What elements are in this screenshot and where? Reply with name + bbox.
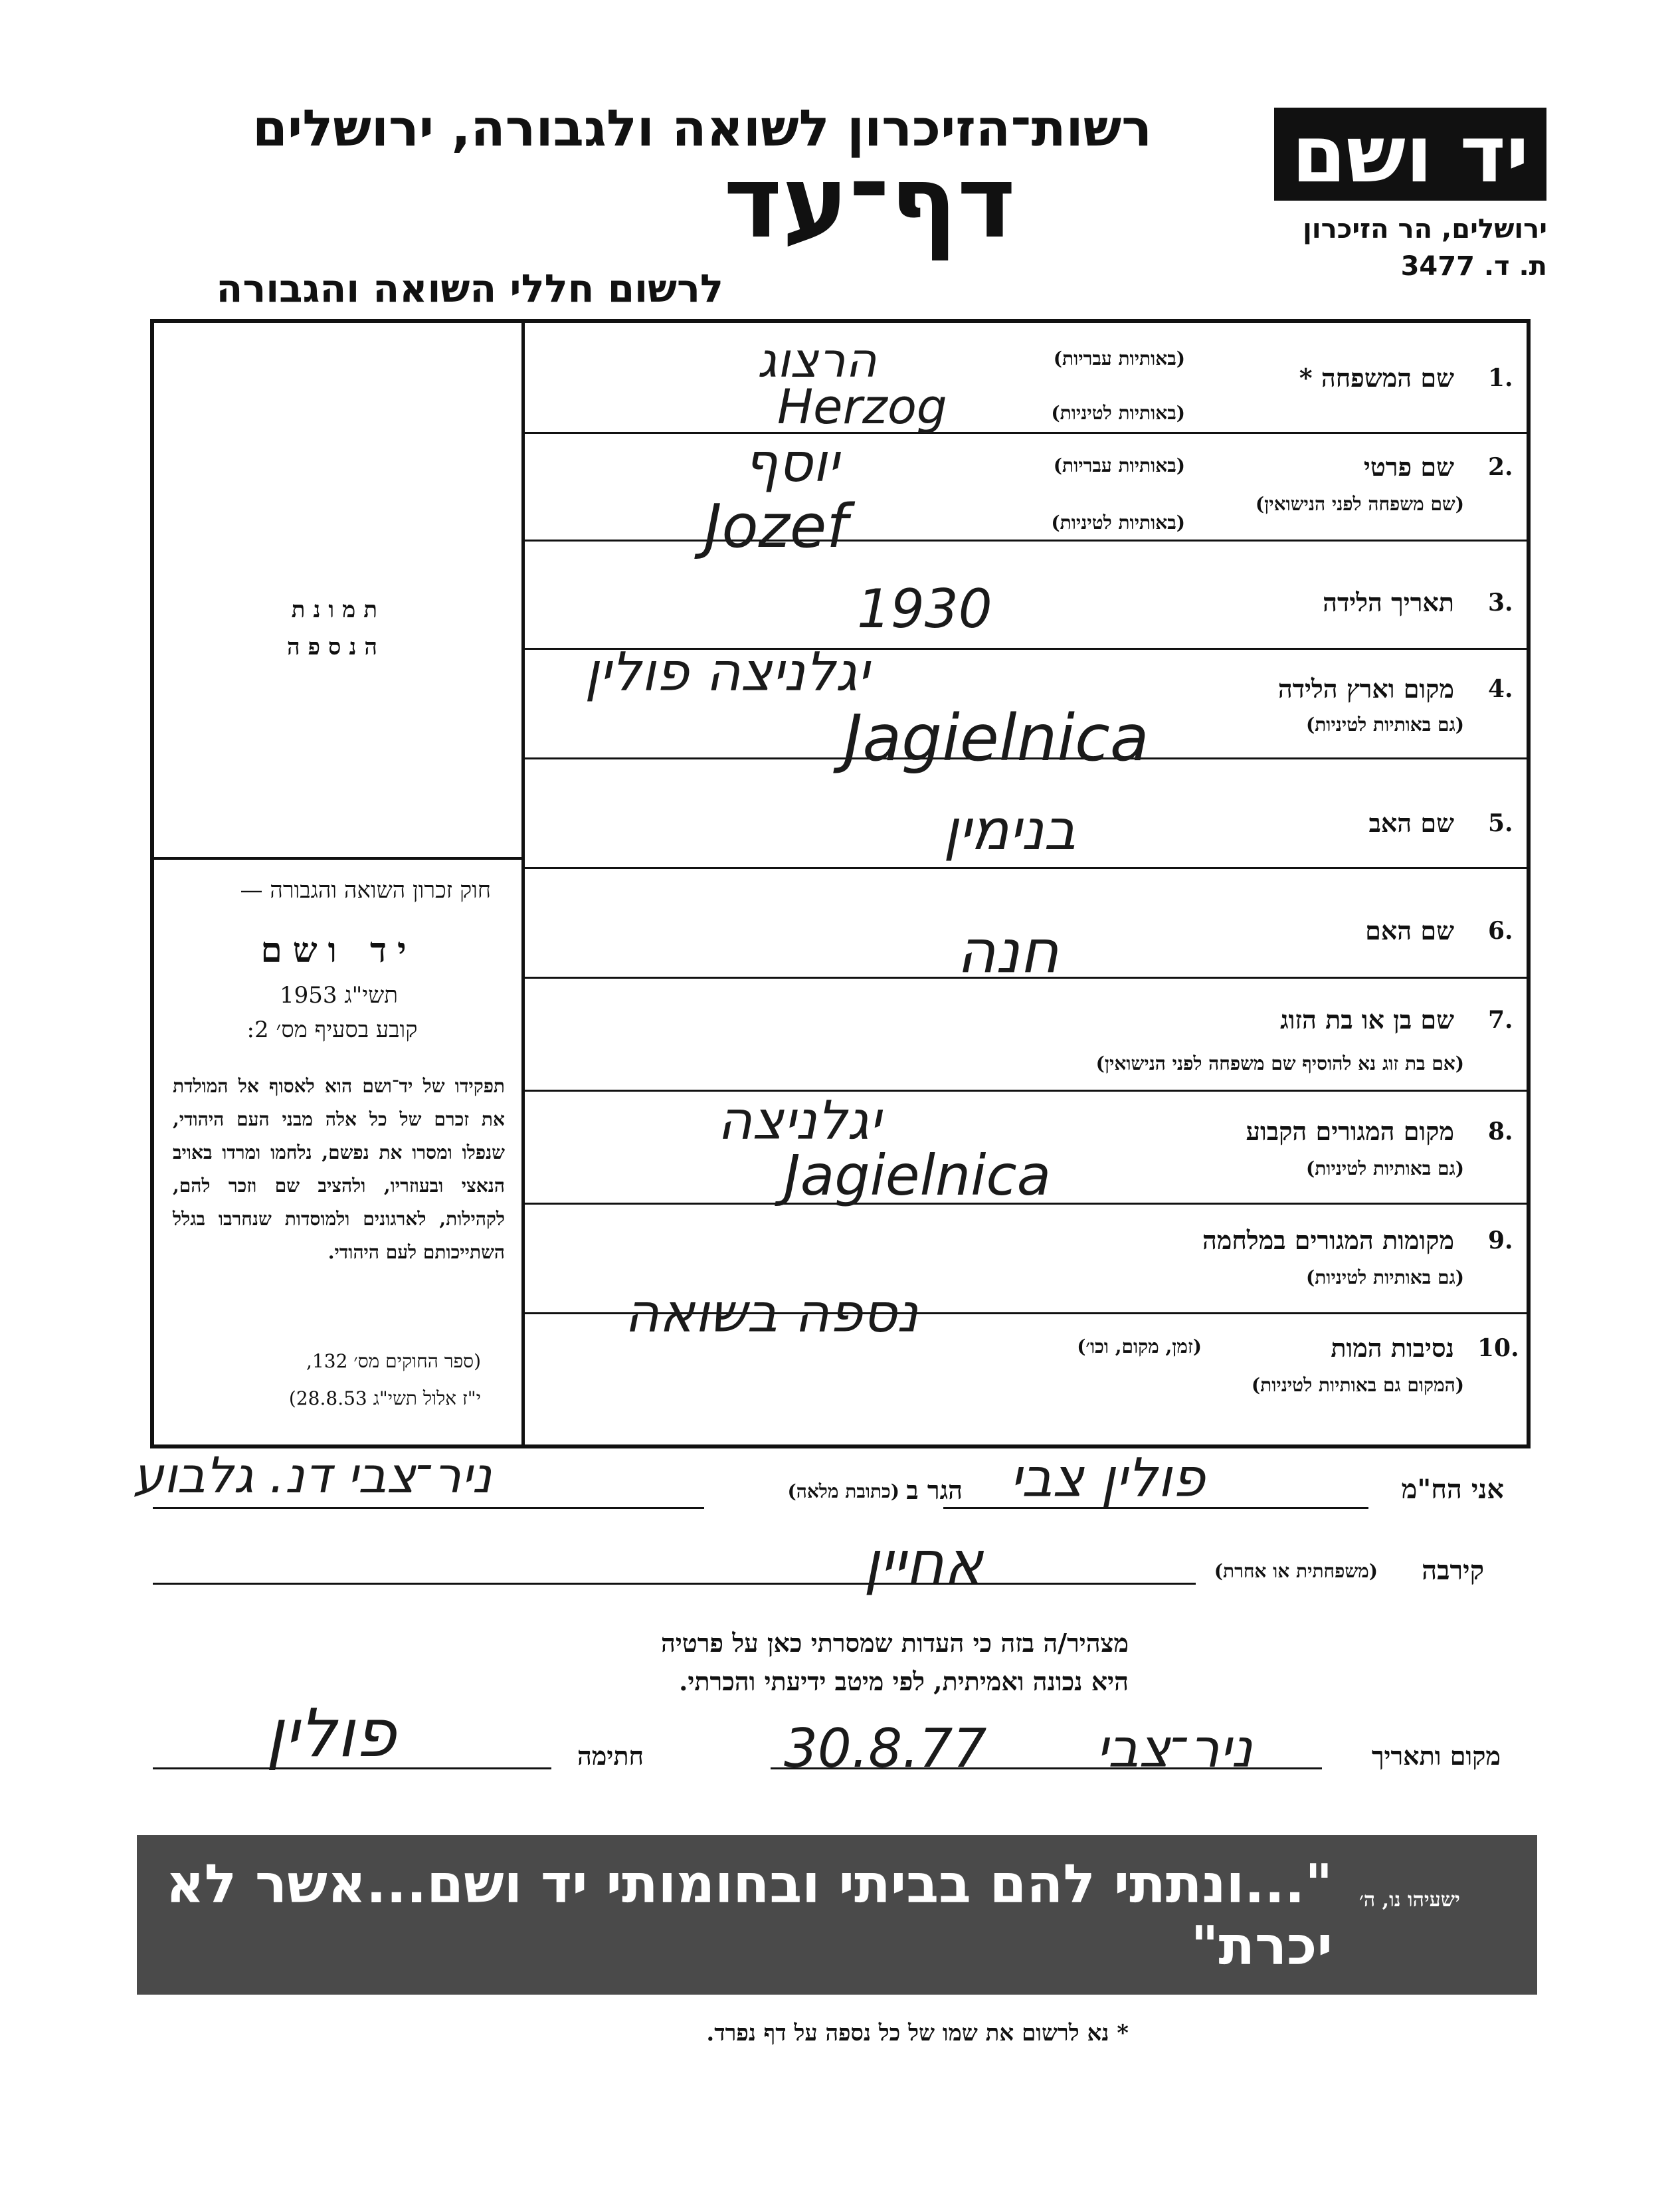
address-value: ניר־צבי דנ. גלבוע xyxy=(133,1447,492,1504)
column-divider xyxy=(521,319,525,1448)
spouse-name-label: שם בן או בת הזוג xyxy=(1280,1005,1454,1035)
birth-place-hebrew-value: יגלניצה פולין xyxy=(585,641,870,703)
field-number: 8. xyxy=(1488,1118,1513,1145)
law-reference: (ספר החוקים מס׳ 132, xyxy=(306,1350,481,1372)
permanent-residence-label: מקום המגורים הקבוע xyxy=(1246,1116,1454,1146)
birth-place-label: מקום וארץ הלידה xyxy=(1277,674,1454,704)
hebrew-letters-hint: (באותיות עבריות) xyxy=(1053,348,1185,369)
mother-name-value: חנה xyxy=(957,917,1059,987)
residence-hebrew-value: יגלניצה xyxy=(717,1090,881,1151)
row-rule xyxy=(521,1090,1531,1092)
law-date: י"ז אלול תשי"ג 28.8.53) xyxy=(288,1387,481,1409)
statement-line-2: היא נכונה ואמיתית, לפי מיטב ידיעתי והכרתי. xyxy=(679,1666,1129,1696)
family-name-label: שם המשפחה * xyxy=(1299,363,1454,393)
row-rule xyxy=(521,540,1531,542)
mother-name-label: שם האם xyxy=(1365,916,1454,945)
banner-source: ישעיהו נו, ה׳ xyxy=(1359,1888,1460,1912)
field-number: 5. xyxy=(1488,809,1513,837)
field-number: 4. xyxy=(1488,675,1513,703)
address-note: (כתובת מלאה) xyxy=(787,1480,899,1502)
law-name: יד ושם xyxy=(260,930,417,971)
declarant-label: אני הח"מ xyxy=(1401,1474,1504,1505)
field-number: 3. xyxy=(1488,589,1513,617)
field-number: 10. xyxy=(1477,1334,1519,1362)
latin-letters-hint: (גם באותיות לטיניות) xyxy=(1305,714,1464,736)
hebrew-letters-hint: (באותיות עבריות) xyxy=(1053,454,1185,476)
place-value: ניר־צבי xyxy=(1096,1718,1253,1779)
first-name-latin-value: Jozef xyxy=(704,492,848,561)
row-rule xyxy=(521,867,1531,869)
relation-value: אחיין xyxy=(864,1528,983,1597)
relation-line xyxy=(153,1583,1196,1585)
family-name-latin-value: Herzog xyxy=(777,379,947,435)
relation-label: קירבה xyxy=(1422,1555,1484,1586)
law-title: חוק זכרון השואה והגבורה — xyxy=(240,877,491,904)
father-name-label: שם האב xyxy=(1368,808,1454,838)
row-rule xyxy=(521,432,1531,434)
residence-latin-value: Jagielnica xyxy=(784,1143,1052,1208)
address-line xyxy=(153,1507,704,1509)
relation-note: (משפחתית או אחרת) xyxy=(1214,1560,1378,1582)
law-section: קובע בסעיף מס׳ 2: xyxy=(246,1017,418,1043)
death-note: (זמן, מקום, וכו׳) xyxy=(1077,1336,1202,1357)
wartime-residence-label: מקומות המגורים במלחמה xyxy=(1202,1225,1454,1255)
resident-label: הגר ב xyxy=(906,1475,963,1505)
left-column-divider xyxy=(150,857,521,860)
form-subtitle: לרשום חללי השואה והגבורה xyxy=(216,266,723,311)
institution-name: רשות־הזיכרון לשואה ולגבורה, ירושלים xyxy=(252,98,1152,157)
birth-date-value: 1930 xyxy=(857,578,992,640)
signature-value: פולין xyxy=(266,1694,397,1772)
footnote: * נא לרשום את שמו של כל נספה על דף נפרד. xyxy=(706,2020,1129,2046)
latin-letters-hint: (באותיות לטיניות) xyxy=(1051,402,1185,424)
form-title: דף־עד xyxy=(723,145,1016,260)
quote-banner xyxy=(137,1835,1537,1995)
law-body: תפקידו של יד־ושם הוא לאסוף אל המולדת את זכרם של כל אלה מבני העם היהודי, שנפלו ומסרו את נפשם, נלחמו ומרדו באויב הנאצי ובעוזריו, ולהציב שם וזכר להם, לקהילות, לארגונים ולמוסדות שנחרבו בגלל השתייכותם לעם היהודי. xyxy=(173,1075,505,1263)
field-number: 1. xyxy=(1488,364,1513,392)
signature-label: חתימה xyxy=(577,1741,644,1771)
birth-place-latin-value: Jagielnica xyxy=(844,701,1149,775)
law-year: תשי"ג 1953 xyxy=(280,982,398,1009)
latin-letters-hint: (גם באותיות לטיניות) xyxy=(1305,1157,1464,1179)
birth-date-label: תאריך הלידה xyxy=(1323,587,1454,617)
first-name-hebrew-value: יוסף xyxy=(744,432,839,494)
place-date-label: מקום ותאריך xyxy=(1371,1741,1501,1771)
po-box: ת. ד. 3477 xyxy=(1400,251,1547,282)
field-number: 7. xyxy=(1488,1006,1513,1034)
field-number: 2. xyxy=(1488,453,1513,481)
death-circumstances-value: נספה בשואה xyxy=(624,1282,919,1344)
first-name-note: (שם משפחה לפני הנישואין) xyxy=(1255,493,1464,515)
banner-quote: "...ונתתי להם בביתי ובחומותי יד ושם...אשר לא יכרת" xyxy=(165,1853,1333,1977)
spouse-note: (אם בת זוג נא להוסיף שם משפחה לפני הנישואין) xyxy=(1095,1052,1464,1074)
statement-line-1: מצהיר/ה בזה כי העדות שמסרתי כאן על פרטיה xyxy=(660,1628,1129,1658)
latin-letters-hint: (גם באותיות לטיניות) xyxy=(1305,1266,1464,1288)
field-number: 9. xyxy=(1488,1227,1513,1254)
address: ירושלים, הר הזיכרון xyxy=(1303,214,1547,245)
latin-letters-hint: (באותיות לטיניות) xyxy=(1051,512,1185,534)
father-name-value: בנימין xyxy=(943,797,1076,862)
yad-vashem-logo: יד ושם xyxy=(1274,108,1546,201)
death-circumstances-label: נסיבות המות xyxy=(1331,1333,1454,1363)
date-value: 30.8.77 xyxy=(784,1718,987,1779)
photo-caption: תמונת הנספה xyxy=(286,597,385,660)
first-name-label: שם פרטי xyxy=(1363,452,1454,482)
field-number: 6. xyxy=(1488,917,1513,945)
declarant-value: פולין צבי xyxy=(1010,1447,1205,1509)
death-place-hint: (המקום גם באותיות לטיניות) xyxy=(1251,1374,1464,1396)
family-name-hebrew-value: הרצוג xyxy=(757,332,877,388)
